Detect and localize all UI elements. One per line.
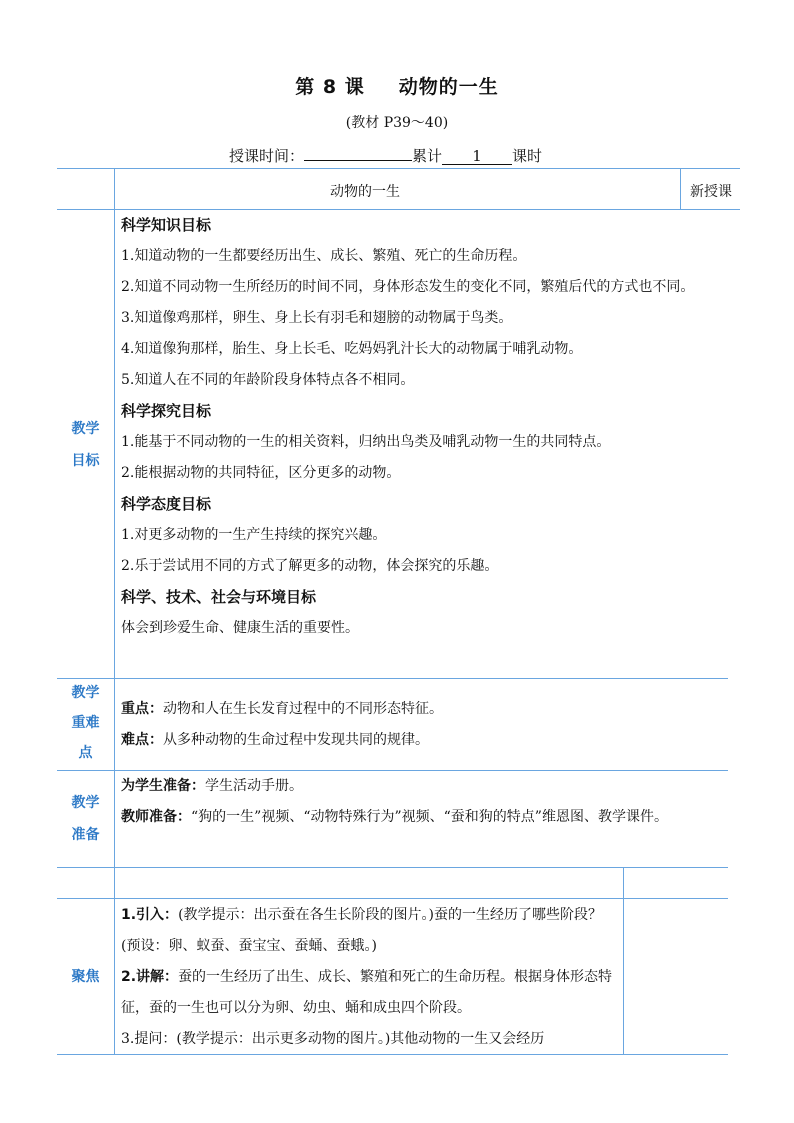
goal-item: 3.知道像鸡那样，卵生、身上长有羽毛和翅膀的动物属于鸟类。 xyxy=(121,310,513,326)
goal-item: 体会到珍爱生命、健康生活的重要性。 xyxy=(121,620,359,636)
teacher-prep-label: 教师准备： xyxy=(121,809,191,825)
lesson-title xyxy=(0,72,794,99)
goals-content xyxy=(121,210,721,644)
knowledge-goals-heading: 科学知识目标 xyxy=(121,216,212,234)
attitude-goals-heading: 科学态度目标 xyxy=(121,495,212,513)
goal-item: 2.能根据动物的共同特征，区分更多的动物。 xyxy=(121,465,401,481)
total-blank: 1 xyxy=(442,147,512,165)
preparation-label: 教学 准备 xyxy=(71,795,100,843)
key-point-label: 重点： xyxy=(121,701,163,717)
goals-label: 教学 目标 xyxy=(71,421,100,469)
focus-label: 聚焦 xyxy=(71,969,100,985)
intro-label: 1.引入： xyxy=(121,907,179,923)
goal-item: 1.能基于不同动物的一生的相关资料，归纳出鸟类及哺乳动物一生的共同特点。 xyxy=(121,434,611,450)
total-label: 累计 xyxy=(412,147,443,165)
student-prep-label: 为学生准备： xyxy=(121,778,205,794)
explain-text: 蚕的一生经历了出生、成长、繁殖和死亡的生命历程。根据身体形态特征，蚕的一生也可以分为卵、幼虫、蛹和成虫四个阶段。 xyxy=(121,969,613,1016)
stse-goals-heading: 科学、技术、社会与环境目标 xyxy=(121,588,317,606)
question-text: 3.提问：(教学提示：出示更多动物的图片。)其他动物的一生又会经历 xyxy=(121,1031,545,1047)
focus-content xyxy=(121,900,621,1055)
key-point-text: 动物和人在生长发育过程中的不同形态特征。 xyxy=(163,701,443,717)
goal-item: 5.知道人在不同的年龄阶段身体特点各不相同。 xyxy=(121,372,415,388)
goal-item: 2.知道不同动物一生所经历的时间不同，身体形态发生的变化不同，繁殖后代的方式也不同。 xyxy=(121,279,695,295)
schedule-line xyxy=(229,143,542,166)
intro-text: (教学提示：出示蚕在各生长阶段的图片。)蚕的一生经历了哪些阶段？(预设：卵、蚁蚕、蚕宝宝、蚕蛹、蚕蛾。) xyxy=(121,907,602,954)
lesson-number: 第 8 课 xyxy=(295,76,365,98)
lesson-name: 动物的一生 xyxy=(398,76,499,98)
teacher-prep-text: “狗的一生”视频、“动物特殊行为”视频、“蚕和狗的特点”维恩图、教学课件。 xyxy=(191,809,668,825)
time-blank xyxy=(304,143,412,161)
student-prep-text: 学生活动手册。 xyxy=(205,778,303,794)
key-points-content xyxy=(121,694,721,756)
difficult-point-label: 难点： xyxy=(121,732,163,748)
inquiry-goals-heading: 科学探究目标 xyxy=(121,402,212,420)
goal-item: 4.知道像狗那样，胎生、身上长毛、吃妈妈乳汁长大的动物属于哺乳动物。 xyxy=(121,341,583,357)
time-label: 授课时间： xyxy=(229,147,305,165)
lesson-type-cell: 新授课 xyxy=(690,184,732,200)
total-unit: 课时 xyxy=(512,147,543,165)
goal-item: 1.知道动物的一生都要经历出生、成长、繁殖、死亡的生命历程。 xyxy=(121,248,527,264)
difficult-point-text: 从多种动物的生命过程中发现共同的规律。 xyxy=(163,732,429,748)
textbook-pages: (教材 P39～40) xyxy=(345,115,449,131)
explain-label: 2.讲解： xyxy=(121,969,179,985)
goal-item: 2.乐于尝试用不同的方式了解更多的动物，体会探究的乐趣。 xyxy=(121,558,499,574)
key-points-label: 教学 重难 点 xyxy=(71,685,100,761)
preparation-content xyxy=(121,771,721,833)
goal-item: 1.对更多动物的一生产生持续的探究兴趣。 xyxy=(121,527,387,543)
topic-cell: 动物的一生 xyxy=(330,184,400,200)
